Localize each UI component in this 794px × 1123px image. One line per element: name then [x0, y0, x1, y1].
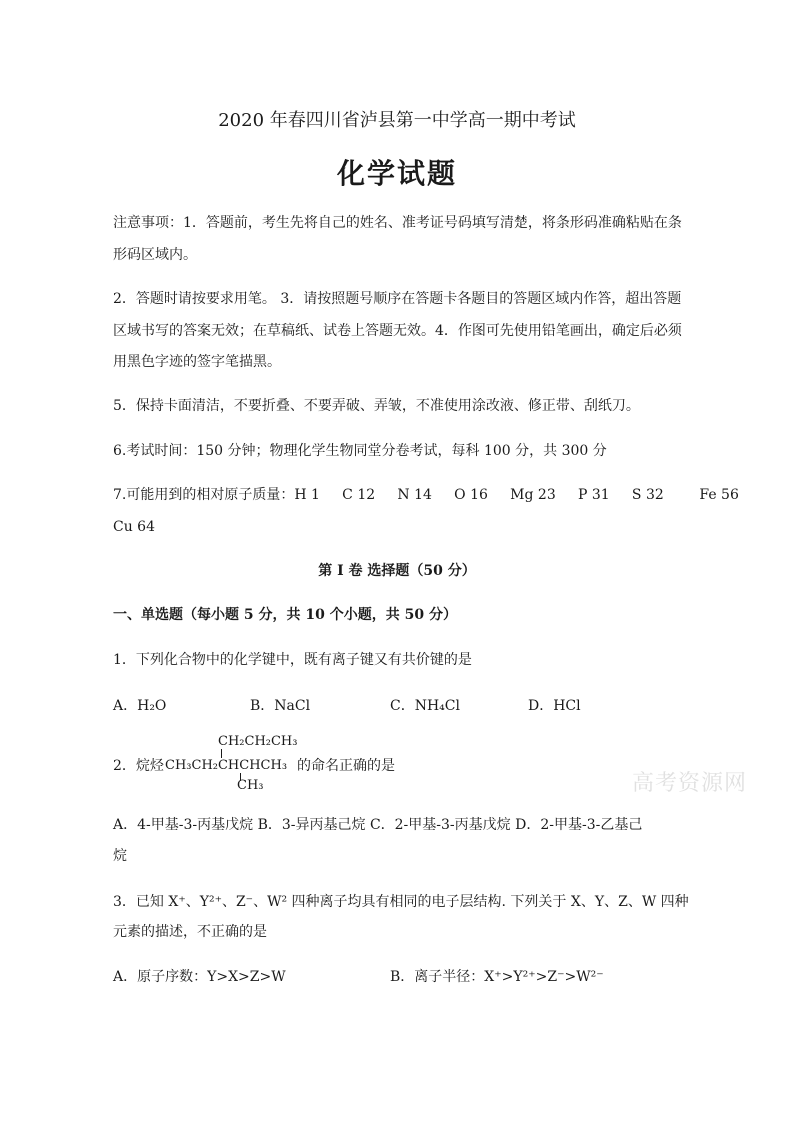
- question-3-stem-line-1: 3．已知 X⁺、Y²⁺、Z⁻、W² 四种离子均具有相同的电子层结构. 下列关于 X、Y、Z、W 四种: [113, 894, 689, 910]
- question-2-stem-prefix: 2．烷烃: [113, 758, 164, 774]
- exam-title: 2020 年春四川省泸县第一中学高一期中考试: [218, 110, 576, 131]
- question-1-option-d: D．HCl: [528, 698, 581, 714]
- note-1-line-1: 注意事项：1．答题前，考生先将自己的姓名、准考证号码填写清楚，将条形码准确粘贴在条: [113, 215, 682, 231]
- structure-bottom-branch: CH₃: [237, 778, 264, 793]
- note-2-line-3: 用黑色字迹的签字笔描黑。: [113, 354, 281, 370]
- question-1-option-c: C．NH₄Cl: [390, 698, 460, 714]
- question-2-stem-suffix: 的命名正确的是: [297, 758, 395, 774]
- structure-top-branch: CH₂CH₂CH₃: [218, 734, 298, 749]
- question-1-option-a: A．H₂O: [113, 698, 167, 714]
- part-title: 第 I 卷 选择题（50 分）: [318, 563, 476, 579]
- question-3-option-b: B．离子半径：X⁺>Y²⁺>Z⁻>W²⁻: [390, 969, 604, 985]
- watermark: 高考资源网: [632, 771, 748, 796]
- question-3-option-a: A．原子序数：Y>X>Z>W: [113, 969, 286, 985]
- question-type-title: 一、单选题（每小题 5 分，共 10 个小题，共 50 分）: [113, 607, 457, 623]
- subject-title: 化学试题: [336, 157, 457, 190]
- note-2-line-2: 区域书写的答案无效；在草稿纸、试卷上答题无效。4．作图可先使用铅笔画出，确定后必须: [113, 323, 682, 339]
- note-6: 6.考试时间：150 分钟；物理化学生物同堂分卷考试，每科 100 分，共 300 分: [113, 443, 607, 459]
- question-1-stem: 1．下列化合物中的化学键中，既有离子键又有共价键的是: [113, 652, 472, 668]
- note-7-line-1: 7.可能用到的相对原子质量：H 1 C 12 N 14 O 16 Mg 23 P 31 S 32 Fe 56: [113, 487, 739, 503]
- note-7-line-2: Cu 64: [113, 519, 155, 535]
- question-1-option-b: B．NaCl: [250, 698, 311, 714]
- note-1-line-2: 形码区域内。: [113, 247, 197, 263]
- question-3-stem-line-2: 元素的描述，不正确的是: [113, 924, 267, 940]
- question-2-options-line-2: 烷: [113, 848, 127, 864]
- structure-top-bond: [221, 749, 222, 758]
- question-2-options-line-1: A．4-甲基-3-丙基戊烷 B．3-异丙基己烷 C．2-甲基-3-丙基戊烷 D．2-甲基-3-乙基己: [113, 817, 643, 833]
- note-2-line-1: 2．答题时请按要求用笔。 3．请按照题号顺序在答题卡各题目的答题区域内作答，超出答题: [113, 291, 682, 307]
- structure-main-chain: CH₃CH₂CHCHCH₃: [165, 758, 288, 773]
- note-5: 5．保持卡面清洁，不要折叠、不要弄破、弄皱，不准使用涂改液、修正带、刮纸刀。: [113, 398, 640, 414]
